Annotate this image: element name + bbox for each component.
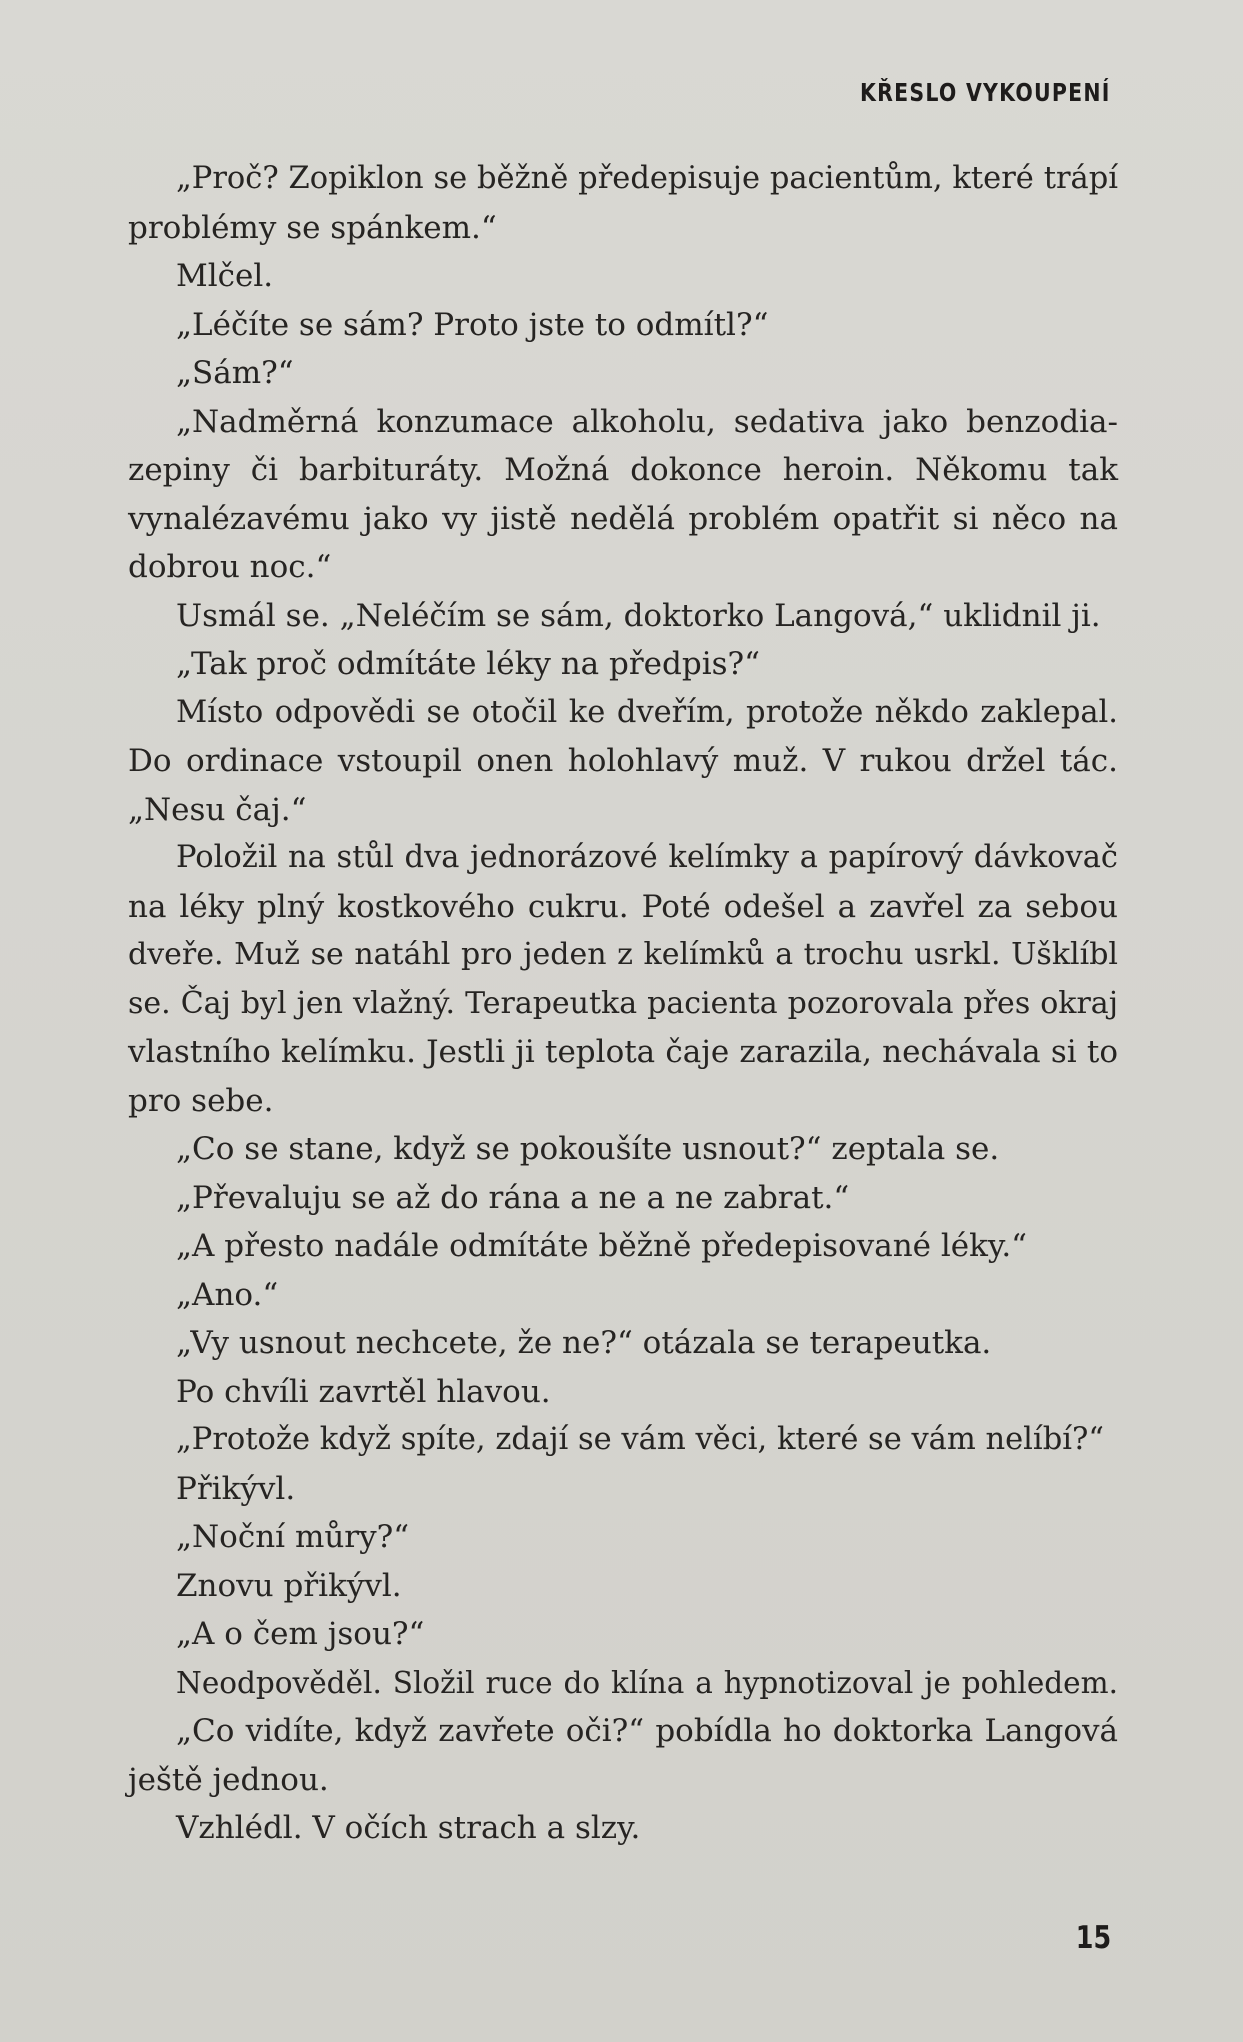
- text-line: Mlčel.: [176, 258, 274, 294]
- text-line: Neodpověděl. Složil ruce do klína a hypnotizoval je pohledem.: [176, 1665, 1118, 1700]
- text-line: „Tak proč odmítáte léky na předpis?“: [176, 646, 761, 682]
- text-line: dobrou noc.“: [128, 549, 332, 585]
- text-line: „Co vidíte, když zavřete oči?“ pobídla ho doktorka Langová: [176, 1713, 1118, 1749]
- text-line: dveře. Muž se natáhl pro jeden z kelímků a trochu usrkl. Ušklíbl: [128, 937, 1118, 972]
- text-line: zepiny či barbituráty. Možná dokonce heroin. Někomu tak: [128, 452, 1118, 488]
- text-line: „Ano.“: [176, 1276, 279, 1313]
- page-number: 15: [1075, 1920, 1111, 1956]
- text-line: Přikývl.: [176, 1470, 296, 1507]
- text-line: pro sebe.: [128, 1082, 274, 1119]
- text-line: Znovu přikývl.: [176, 1567, 402, 1604]
- text-line: „Proč? Zopiklon se běžně předepisuje pacientům, které trápí: [176, 161, 1118, 196]
- text-line: „Protože když spíte, zdají se vám věci, které se vám nelíbí?“: [176, 1422, 1104, 1457]
- text-line: „Léčíte se sám? Proto jste to odmítl?“: [176, 306, 769, 343]
- text-line: „Nadměrná konzumace alkoholu, sedativa jako benzodia-: [176, 403, 1118, 440]
- text-line: „Co se stane, když se pokoušíte usnout?“ zeptala se.: [176, 1131, 1000, 1167]
- text-line: „Nesu čaj.“: [128, 791, 307, 828]
- text-line: „A přesto nadále odmítáte běžně předepisované léky.“: [176, 1228, 1028, 1264]
- text-line: vynalézavému jako vy jistě nedělá problém opatřit si něco na: [128, 500, 1118, 537]
- text-line: „Vy usnout nechcete, že ne?“ otázala se terapeutka.: [176, 1325, 992, 1361]
- text-line: „Převaluju se až do rána a ne a ne zabrat.“: [176, 1179, 850, 1216]
- text-line: „Sám?“: [176, 355, 294, 391]
- text-line: ještě jednou.: [128, 1761, 329, 1798]
- text-line: na léky plný kostkového cukru. Poté odešel a zavřel za sebou: [128, 888, 1118, 925]
- text-line: Usmál se. „Neléčím se sám, doktorko Langová,“ uklidnil ji.: [176, 597, 1101, 634]
- text-line: problémy se spánkem.“: [128, 209, 497, 246]
- text-line: Místo odpovědi se otočil ke dveřím, protože někdo zaklepal.: [176, 694, 1118, 730]
- running-header: KŘESLO VYKOUPENÍ: [860, 78, 1111, 107]
- text-line: se. Čaj byl jen vlažný. Terapeutka pacienta pozorovala přes okraj: [128, 985, 1118, 1021]
- text-line: „A o čem jsou?“: [176, 1616, 425, 1652]
- text-line: Položil na stůl dva jednorázové kelímky a papírový dávkovač: [176, 840, 1118, 875]
- text-line: Do ordinace vstoupil onen holohlavý muž. V rukou držel tác.: [128, 743, 1118, 779]
- text-line: Vzhlédl. V očích strach a slzy.: [176, 1810, 641, 1846]
- text-line: „Noční můry?“: [176, 1519, 410, 1555]
- text-line: vlastního kelímku. Jestli ji teplota čaje zarazila, nechávala si to: [128, 1034, 1118, 1070]
- text-line: Po chvíli zavrtěl hlavou.: [176, 1373, 551, 1410]
- body-text: [128, 155, 1118, 1853]
